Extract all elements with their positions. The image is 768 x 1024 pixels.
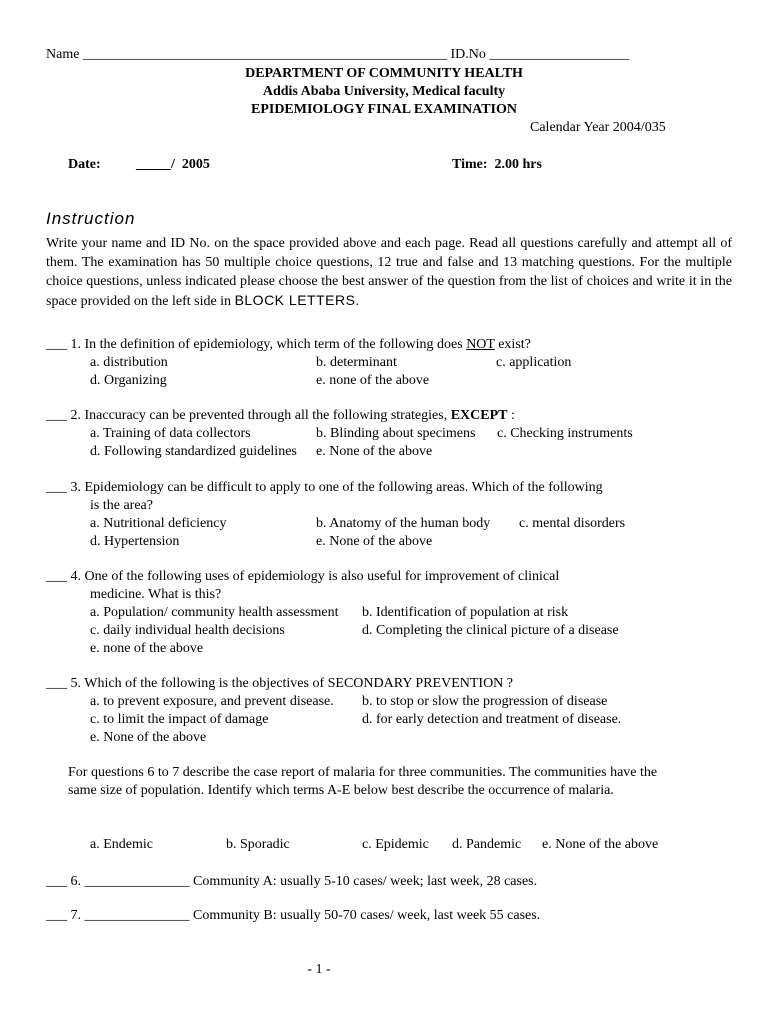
term-a: a. Endemic — [90, 837, 153, 852]
q1-text: ___ 1. In the definition of epidemiology, which term of the following does — [46, 337, 467, 352]
q4-option-a: a. Population/ community health assessment — [90, 605, 339, 620]
instruction-end: . — [355, 294, 359, 309]
question-6: ___ 6. _______________ Community A: usually 5-10 cases/ week; last week, 28 cases. — [46, 874, 538, 889]
term-b: b. Sporadic — [226, 837, 290, 852]
department-title: DEPARTMENT OF COMMUNITY HEALTH — [245, 66, 523, 81]
q2-option-c: c. Checking instruments — [497, 426, 633, 441]
q2-option-b: b. Blinding about specimens — [316, 426, 476, 441]
q4-option-c: c. daily individual health decisions — [90, 623, 285, 638]
q3-option-b: b. Anatomy of the human body — [316, 516, 491, 531]
q1-not: NOT — [466, 337, 495, 352]
q3-option-e: e. None of the above — [316, 534, 433, 549]
term-c: c. Epidemic — [362, 837, 429, 852]
page-number: - 1 - — [307, 962, 331, 977]
date-value[interactable]: _____/ 2005 — [136, 157, 210, 172]
q5-option-e: e. None of the above — [90, 730, 207, 745]
q5-option-a: a. to prevent exposure, and prevent disease. — [90, 694, 334, 709]
q1-end: exist? — [494, 337, 531, 352]
q4-option-d: d. Completing the clinical picture of a disease — [362, 623, 619, 638]
calendar-year: Calendar Year 2004/035 — [530, 120, 666, 135]
block-letters-emphasis: BLOCK LETTERS — [234, 292, 356, 308]
term-d: d. Pandemic — [452, 837, 522, 852]
q3-option-a: a. Nutritional deficiency — [90, 516, 227, 531]
q2-except: EXCEPT — [450, 408, 508, 423]
question-3-cont: is the area? — [90, 498, 153, 513]
q5-option-c: c. to limit the impact of damage — [90, 712, 269, 727]
name-label: Name — [46, 47, 80, 62]
instruction-text — [46, 234, 732, 311]
id-field[interactable]: ____________________ — [489, 47, 630, 62]
exam-title: EPIDEMIOLOGY FINAL EXAMINATION — [250, 102, 518, 117]
question-1 — [46, 336, 531, 354]
term-e: e. None of the above — [542, 837, 659, 852]
q1-option-e: e. none of the above — [316, 373, 430, 388]
q5-option-d: d. for early detection and treatment of disease. — [362, 712, 622, 727]
university-title: Addis Ababa University, Medical faculty — [262, 84, 506, 99]
q1-option-d: d. Organizing — [90, 373, 167, 388]
q3-option-d: d. Hypertension — [90, 534, 180, 549]
q5-option-b: b. to stop or slow the progression of disease — [362, 694, 608, 709]
q3-option-c: c. mental disorders — [519, 516, 626, 531]
q2-option-a: a. Training of data collectors — [90, 426, 251, 441]
q2-option-e: e. None of the above — [316, 444, 433, 459]
time-label: Time: 2.00 hrs — [452, 157, 542, 172]
date-label: Date: — [68, 157, 101, 172]
q4-option-e: e. none of the above — [90, 641, 204, 656]
q1-option-a: a. distribution — [90, 355, 168, 370]
question-7: ___ 7. _______________ Community B: usually 50-70 cases/ week, last week 55 cases. — [46, 908, 541, 923]
q2-end: : — [507, 408, 515, 423]
question-3: ___ 3. Epidemiology can be difficult to apply to one of the following areas. Which of the following — [46, 480, 603, 495]
q1-option-c: c. application — [496, 355, 572, 370]
q2-text: ___ 2. Inaccuracy can be prevented through all the following strategies, — [46, 408, 451, 423]
q1-option-b: b. determinant — [316, 355, 397, 370]
question-4-cont: medicine. What is this? — [90, 587, 222, 602]
name-field[interactable]: ____________________________________________________ — [82, 47, 447, 62]
name-line — [46, 46, 629, 64]
q4-option-b: b. Identification of population at risk — [362, 605, 569, 620]
question-2 — [46, 407, 515, 425]
question-5: ___ 5. Which of the following is the objectives of SECONDARY PREVENTION ? — [46, 676, 514, 691]
id-label: ID.No — [450, 47, 486, 62]
malaria-intro: For questions 6 to 7 describe the case report of malaria for three communities. The communities have the same size of population. Identify which terms A-E below best describe the occurrence of malaria. — [68, 765, 658, 798]
question-4: ___ 4. One of the following uses of epidemiology is also useful for improvement of clinical — [46, 569, 560, 584]
q2-option-d: d. Following standardized guidelines — [90, 444, 297, 459]
instruction-body: Write your name and ID No. on the space provided above and each page. Read all questions carefully and attempt all of them. The examination has 50 multiple choice questions, 12 true and false and 13 matching questions. For the multiple choice questions, unless indicated please choose the best answer of the question from the list of choices and write it in the space provided on the left side in — [46, 236, 732, 309]
instruction-title: Instruction — [46, 209, 136, 228]
